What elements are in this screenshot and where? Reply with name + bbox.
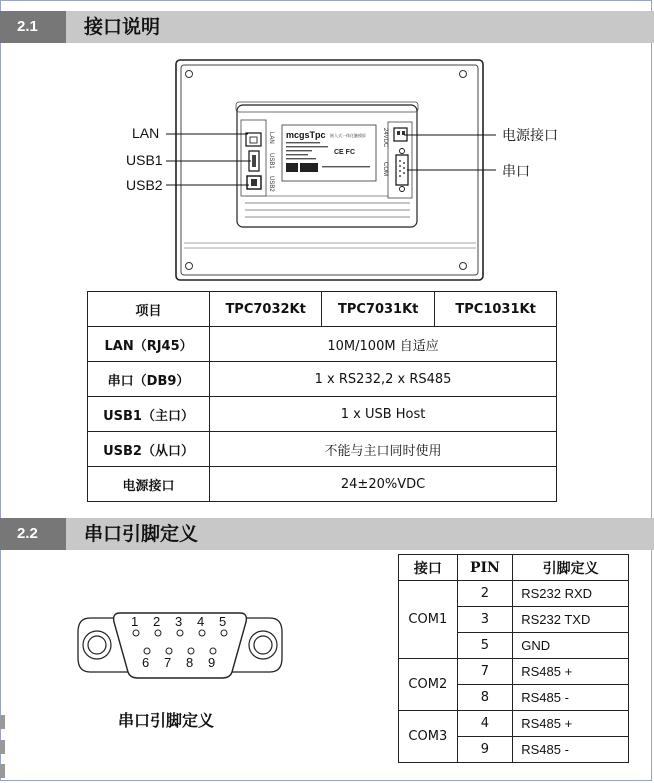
port-cell: COM3	[399, 711, 458, 763]
pin-cell: 8	[457, 685, 513, 711]
brand-logo: mcgsTpc	[286, 130, 326, 140]
table-header-row	[399, 555, 629, 581]
interface-spec-table	[87, 291, 557, 502]
table-header-cell: 项目	[88, 292, 210, 327]
def-cell: RS485 +	[513, 711, 629, 737]
label-serial-port: 串口	[502, 164, 530, 180]
port-cell: COM2	[399, 659, 458, 711]
connector-caption: 串口引脚定义	[118, 711, 215, 730]
def-cell: RS485 -	[513, 737, 629, 763]
pin-number-6: 6	[142, 655, 150, 670]
table-row	[88, 432, 557, 467]
svg-text:CE FC: CE FC	[334, 149, 355, 156]
def-cell: RS485 +	[513, 659, 629, 685]
def-cell: GND	[513, 633, 629, 659]
table-row	[399, 711, 629, 737]
svg-text:LAN: LAN	[268, 132, 274, 144]
pin-number-3: 3	[175, 614, 183, 629]
row-value: 10M/100M 自适应	[210, 327, 557, 362]
pin-cell: 4	[457, 711, 513, 737]
row-value: 1 x RS232,2 x RS485	[210, 362, 557, 397]
row-item: LAN（RJ45）	[88, 327, 210, 362]
row-item: USB2（从口）	[88, 432, 210, 467]
svg-text:24VDC: 24VDC	[382, 128, 388, 148]
pin-cell: 2	[457, 581, 513, 607]
pin-cell: 9	[457, 737, 513, 763]
pin-number-8: 8	[186, 655, 194, 670]
table-row	[88, 467, 557, 502]
port-cell: COM1	[399, 581, 458, 659]
table-row	[88, 397, 557, 432]
pin-cell: 3	[457, 607, 513, 633]
section-number: 2.2	[0, 518, 66, 550]
row-item: 串口（DB9）	[88, 362, 210, 397]
table-header-cell: TPC1031Kt	[435, 292, 557, 327]
table-header-cell: 引脚定义	[513, 555, 629, 581]
svg-text:COM: COM	[382, 162, 388, 176]
section-header	[0, 11, 654, 43]
pin-definition-table	[398, 554, 629, 763]
pin-number-5: 5	[219, 614, 227, 629]
def-cell: RS232 TXD	[513, 607, 629, 633]
row-item: 电源接口	[88, 467, 210, 502]
section-title: 串口引脚定义	[84, 523, 199, 545]
table-header-cell: TPC7032Kt	[210, 292, 322, 327]
def-cell: RS232 RXD	[513, 581, 629, 607]
lan-port-icon	[246, 133, 261, 146]
pin-number-9: 9	[208, 655, 216, 670]
label-usb1: USB1	[126, 152, 163, 168]
table-row	[399, 659, 629, 685]
pin-number-7: 7	[164, 655, 172, 670]
table-row	[88, 327, 557, 362]
svg-text:USB2: USB2	[268, 176, 274, 192]
section-number: 2.1	[0, 11, 66, 43]
pin-number-2: 2	[153, 614, 161, 629]
label-lan: LAN	[132, 125, 160, 141]
def-cell: RS485 -	[513, 685, 629, 711]
margin-rule	[0, 740, 5, 754]
pin-number-1: 1	[131, 614, 139, 629]
table-header-row	[88, 292, 557, 327]
section-title: 接口说明	[84, 16, 161, 38]
table-header-cell: PIN	[457, 555, 513, 581]
svg-text:USB1: USB1	[268, 153, 274, 169]
margin-rule	[0, 764, 5, 778]
device-back-diagram	[0, 50, 654, 285]
row-value: 1 x USB Host	[210, 397, 557, 432]
label-usb2: USB2	[126, 177, 163, 193]
svg-text:嵌入式一体化触摸屏: 嵌入式一体化触摸屏	[330, 133, 366, 138]
section-header	[0, 518, 654, 550]
row-item: USB1（主口）	[88, 397, 210, 432]
table-row	[88, 362, 557, 397]
table-header-cell: 接口	[399, 555, 458, 581]
table-header-cell: TPC7031Kt	[322, 292, 435, 327]
pin-number-4: 4	[197, 614, 205, 629]
label-power-port: 电源接口	[502, 128, 558, 144]
row-value: 不能与主口同时使用	[210, 432, 557, 467]
row-value: 24±20%VDC	[210, 467, 557, 502]
pin-cell: 7	[457, 659, 513, 685]
margin-rule	[0, 715, 5, 729]
db9-port-icon	[396, 155, 408, 185]
table-row	[399, 581, 629, 607]
pin-cell: 5	[457, 633, 513, 659]
